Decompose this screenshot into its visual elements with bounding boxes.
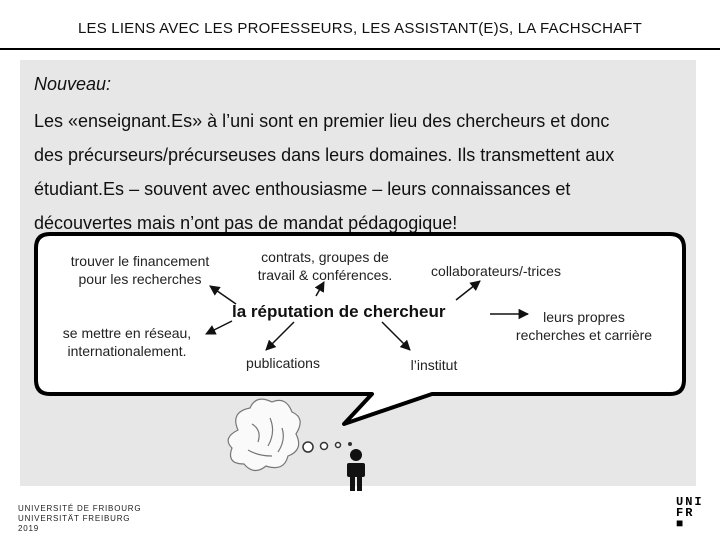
node-institut: l’institut <box>410 357 458 373</box>
node-collaborateurs: collaborateurs/-trices <box>431 263 561 279</box>
center-label: la réputation de chercheur <box>232 302 446 321</box>
node-publications: publications <box>246 355 320 371</box>
body-line: étudiant.Es – souvent avec enthousiasme – leurs connaissances et <box>34 179 571 199</box>
body-line: Les «enseignant.Es» à l’uni sont en premier lieu des chercheurs et donc <box>34 111 610 131</box>
body-line: découvertes mais n’ont pas de mandat pédagogique! <box>34 213 458 233</box>
brain-cloud-icon <box>228 399 300 470</box>
node-recherches: leurs propres recherches et carrière <box>515 309 653 343</box>
university-footer: UNIVERSITÉ DE FRIBOURG UNIVERSITÄT FREIBURG 2019 <box>18 504 142 533</box>
node-contrats: contrats, groupes de travail & conférences. <box>257 249 393 283</box>
thought-dot <box>303 442 313 452</box>
body-line: des précurseurs/précurseuses dans leurs domaines. Ils transmettent aux <box>34 145 615 165</box>
thought-dot <box>348 442 352 446</box>
unifr-logo: UNI FR ■ <box>676 495 704 531</box>
section-subtitle: Nouveau: <box>34 74 112 94</box>
node-financement: trouver le financement pour les recherches <box>70 253 210 287</box>
person-icon <box>347 449 365 491</box>
node-reseau: se mettre en réseau, internationalement. <box>62 325 192 359</box>
thought-dot <box>336 443 341 448</box>
slide-title: LES LIENS AVEC LES PROFESSEURS, LES ASSISTANT(E)S, LA FACHSCHAFT <box>77 20 643 37</box>
thought-dot <box>321 443 328 450</box>
